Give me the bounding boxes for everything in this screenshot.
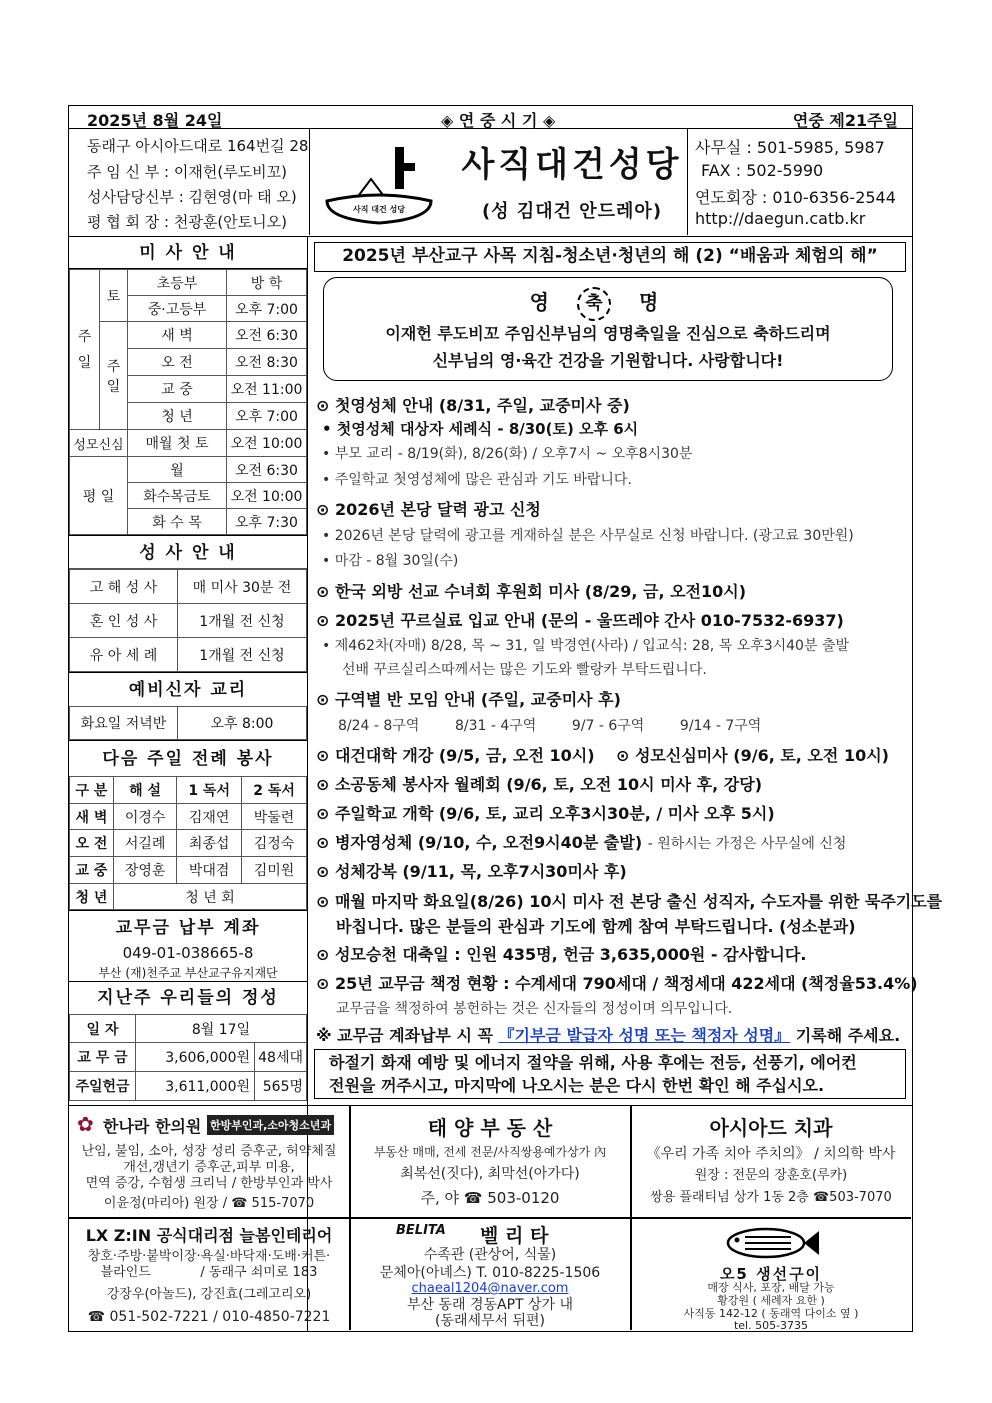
top-bar [68,105,913,129]
energy-line-2: 전원을 꺼주시고, 마지막에 나오시는 분은 다시 한번 확인 해 주십시오. [329,1076,825,1095]
logo-caption: 사직 대건 성당 [353,205,405,214]
box-title-1: 영 [529,290,577,314]
notice-sub: • 첫영성체 대상자 세례식 - 8/30(토) 오후 6시 [322,420,639,438]
fish-icon [721,1223,821,1267]
notice-sub: • 제462차(자매) 8/28, 목 ~ 31, 일 박경연(사라) / 입교식: 28, 목 오후3시40분 출발 [322,638,849,654]
ad-line: 블라인드 / 동래구 쇠미로 183 [100,1265,318,1280]
ad-fish-grill [631,1219,911,1331]
offer-cell: 일 자 [70,1015,136,1043]
notice-district-meeting: ⊙ 구역별 반 모임 안내 (주일, 교중미사 후) [316,690,621,709]
ad-line: 원장 : 전문의 장훈호(루카) [694,1168,848,1183]
ad-interior [69,1219,349,1331]
flower-icon: ✿ [77,1112,94,1136]
mass-time: 오전 6:30 [227,457,307,483]
ad-line: 사직동 142-12 ( 동래역 다이소 옆 ) [683,1307,859,1320]
offer-cell: 3,606,000원 [136,1043,255,1072]
pastor: 주 임 신 부 : 이재헌(루도비꼬) [87,163,287,181]
mass-cell: 중·고등부 [128,296,227,322]
notice-sub: • 마감 - 8월 30일(수) [322,553,459,569]
offer-cell: 3,611,000원 [136,1072,255,1101]
cate-cell: 오후 8:00 [178,707,307,740]
serve-head: 1 독서 [177,777,242,804]
ad-line: 매장 식사, 포장, 배달 가능 [707,1281,835,1294]
notice-sub: • 2026년 본당 달력에 광고를 게재하실 분은 사무실로 신청 바랍니다. (광고료 30만원) [322,528,854,544]
cate-cell: 화요일 저녁반 [70,707,178,740]
issue-date: 2025년 8월 24일 [87,111,223,130]
mass-time: 오전 10:00 [227,430,307,457]
ad-line: 쌍용 플래티넘 상가 1동 2층 ☎503-7070 [650,1190,892,1205]
assistant-priest: 성사담당신부 : 김현영(마 태 오) [87,188,297,206]
ad-line: 개선,갱년기 증후군,피부 미용, [123,1160,295,1175]
pastoral-headline: 2025년 부산교구 사목 지침-청소년·청년의 해 (2) “배움과 체험의 해” [314,242,906,272]
energy-line-1: 하절기 화재 예방 및 에너지 절약을 위해, 사용 후에는 전등, 선풍기, 에어컨 [329,1053,857,1072]
serve-title: 다음 주일 전례 봉사 [69,740,307,776]
ad-tag: 한방부인과,소아청소년과 [207,1115,334,1135]
patron-saint: (성 김대건 안드레아) [481,201,663,222]
ad-title: 태 양 부 동 산 [427,1116,553,1140]
serve-cell: 교 중 [70,857,114,884]
notice-sub: • 부모 교리 - 8/19(화), 8/26(화) / 오후7시 ~ 오후8시30분 [322,446,693,462]
notice-rosary: ⊙ 매월 마지막 화요일(8/26) 10시 미사 전 본당 출신 성직자, 수도자를 위한 묵주기도를 [316,892,943,911]
mass-cell: 초등부 [128,270,227,296]
mass-cell: 청 년 [128,403,227,430]
sunday-sub-label: 주 일 [100,322,128,430]
season: ◈ 연 중 시 기 ◈ [441,111,556,130]
ad-line: 황강원 ( 세례자 요한 ) [717,1294,825,1307]
mass-title: 미 사 안 내 [69,237,307,269]
church-address: 동래구 아시아드대로 164번길 28 [87,137,309,155]
mass-time: 오전 8:30 [227,349,307,376]
website-url[interactable]: http://daegun.catb.kr [695,209,866,228]
sacr-cell: 고 해 성 사 [70,570,178,604]
sacrament-table [69,569,307,672]
notice-daegun-college: ⊙ 대건대학 개강 (9/5, 금, 오전 10시) [316,746,595,765]
council-president: 평 협 회 장 : 천광훈(안토니오) [87,213,287,231]
fund-account: 049-01-038665-8 [122,944,254,962]
notice-calendar-ad: ⊙ 2026년 본당 달력 광고 신청 [316,500,541,519]
serve-cell: 이경수 [114,804,177,830]
serve-cell: 새 벽 [70,804,114,830]
mass-time: 오전 6:30 [227,322,307,349]
yeondo-phone: 연도회장 : 010-6356-2544 [695,188,896,207]
saturday-label: 토 [100,270,128,322]
ad-line: 난임, 불임, 소아, 성장 성리 증후군, 허약체질 [81,1144,337,1159]
ad-line: 문체아(아녜스) T. 010-8225-1506 [379,1265,601,1281]
mass-time: 오후 7:00 [227,296,307,322]
ad-title: 한나라 한의원 [103,1117,202,1136]
ad-line: tel. 505-3735 [733,1319,809,1332]
church-name: 사직대건성당 [461,145,683,185]
mass-cell: 화 수 목 [128,509,227,535]
sacrament-title: 성 사 안 내 [69,535,307,569]
catechism-title: 예비신자 교리 [69,672,307,706]
catechism-table [69,706,307,740]
notice-rosary-cont: 바칩니다. 많은 분들의 관심과 기도에 함께 참여 부탁드립니다. (성소분과) [336,917,856,936]
mass-cell: 화수목금토 [128,483,227,509]
notice-sub: 교무금을 책정하여 봉헌하는 것은 신자들의 정성이며 의무입니다. [336,1001,733,1017]
notice-mission-mass: ⊙ 한국 외방 선교 수녀회 후원회 미사 (8/29, 금, 오전10시) [316,582,747,601]
ad-line: 강장우(아놀드), 강진효(그레고리오) [106,1287,312,1302]
ad-line: 면역 증강, 수험생 크리닉 / 한방부인과 박사 [85,1176,333,1191]
sacr-cell: 1개월 전 신청 [178,638,307,672]
notice-benediction: ⊙ 성체강복 (9/11, 목, 오후7시30미사 후) [316,862,627,881]
serve-table [69,776,307,910]
fund-bank: 부산 (재)천주교 부산교구유지재단 [69,964,307,982]
notice-cursillo: ⊙ 2025년 꾸르실료 입교 안내 (문의 - 울뜨레야 간사 010-7532-6937) [316,611,844,630]
offer-cell: 8월 17일 [136,1015,307,1043]
greeting-line-1: 이재헌 루도비꼬 주임신부님의 영명축일을 진심으로 축하드리며 [385,324,831,343]
mass-time: 오후 7:30 [227,509,307,535]
notice-sick-communion: ⊙ 병자영성체 (9/10, 수, 오전9시40분 출발) - 원하시는 가정은 사무실에 신청 [316,833,847,852]
notice-sub: 선배 꾸르실리스따께서는 많은 기도와 빨랑카 부탁드립니다. [342,662,707,678]
ad-line: 부산 동래 경동APT 상가 내 [406,1297,574,1313]
ad-oriental-clinic [69,1106,349,1218]
sacr-cell: 1개월 전 신청 [178,604,307,638]
serve-head: 구 분 [70,777,114,804]
notice-community-meeting: ⊙ 소공동체 봉사자 월례회 (9/6, 토, 오전 10시 미사 후, 강당) [316,775,763,794]
ad-title: 오5 생선구이 [719,1265,823,1283]
ad-dental [631,1106,911,1218]
offer-cell: 565명 [255,1072,307,1101]
notice-mary-mass: ⊙ 성모신심미사 (9/6, 토, 오전 10시) [616,746,889,765]
serve-cell: 김미원 [242,857,307,884]
ad-email-link[interactable]: chaeal1204@naver.com [411,1281,569,1296]
sacr-cell: 유 아 세 례 [70,638,178,672]
notice-assumption: ⊙ 성모승천 대축일 : 인원 435명, 헌금 3,635,000원 - 감사합니다. [316,945,807,964]
fund-title: 교무금 납부 계좌 [69,910,307,944]
serve-head: 해 설 [114,777,177,804]
ad-title: 아시아드 치과 [709,1116,833,1140]
ad-title: LX Z:IN 공식대리점 늘봄인테리어 [85,1226,333,1245]
notice-sub: 8/24 - 8구역 8/31 - 4구역 9/7 - 6구역 9/14 - 7구역 [338,718,762,734]
notice-sub: • 주일학교 첫영성체에 많은 관심과 기도 바랍니다. [322,472,632,488]
ad-line: 창호·주방·붙박이장·욕실·바닥재·도배·커튼· [87,1249,331,1264]
offering-title: 지난주 우리들의 정성 [97,988,279,1008]
ad-line: 이윤정(마리아) 원장 / ☎ 515-7070 [103,1196,315,1211]
office-phone: 사무실 : 501-5985, 5987 [695,138,885,157]
serve-cell: 박대겸 [177,857,242,884]
ad-title: 벨 리 타 [480,1225,549,1247]
serve-cell: 장영훈 [114,857,177,884]
offer-cell: 교 무 금 [70,1043,136,1072]
mass-table [69,269,307,535]
feast-greeting-box [323,277,893,381]
liturgical-week: 연중 제21주일 [792,111,898,130]
serve-cell: 김정숙 [242,830,307,857]
serve-cell: 청 년 [70,884,114,910]
mass-time: 방 학 [227,270,307,296]
ad-line: ☎ 051-502-7221 / 010-4850-7221 [87,1309,331,1325]
church-header [68,129,913,237]
sacr-cell: 매 미사 30분 전 [178,570,307,604]
mary-label: 성모신심 [70,430,128,457]
sunday-label: 주 일 [70,270,100,430]
ad-line: 수족관 (관상어, 식물) [423,1247,557,1263]
ad-line: 주, 야 ☎ 503-0120 [420,1189,560,1207]
mass-time: 오전 11:00 [227,376,307,403]
news-column [308,237,943,1105]
serve-cell: 오 전 [70,830,114,857]
ad-line: 《우리 가족 치아 주치의》 / 치의학 박사 [646,1146,896,1162]
offer-cell: 주일헌금 [70,1072,136,1101]
mass-cell: 매월 첫 토 [128,430,227,457]
ad-line: 최복선(짓다), 최막선(아가다) [400,1166,580,1182]
serve-cell: 서길례 [114,830,177,857]
celebrate-emblem: 축 [577,287,611,321]
serve-cell: 박둘련 [242,804,307,830]
ad-line: (동래세무서 뒤편) [434,1313,546,1329]
mass-cell: 새 벽 [128,322,227,349]
ad-line: 부동산 매매, 전세 전문/사직쌍용예가상가 內 [373,1145,607,1159]
energy-notice-box [314,1049,906,1099]
ad-aquarium [350,1219,630,1331]
mass-cell: 월 [128,457,227,483]
fax: FAX : 502-5990 [701,161,824,180]
serve-cell: 김재연 [177,804,242,830]
mass-cell: 교 중 [128,376,227,403]
box-title-2: 명 [639,290,687,314]
serve-cell: 최종섭 [177,830,242,857]
notice-tithe-transfer: ※ 교무금 계좌납부 시 꼭 『기부금 발급자 성명 또는 책정자 성명』 기록해 주세요. [316,1026,901,1045]
notice-sunday-school: ⊙ 주일학교 개학 (9/6, 토, 교리 오후3시30분, / 미사 오후 5시) [316,804,775,823]
ad-brand: BELITA [396,1223,446,1238]
serve-cell: 청 년 회 [114,884,307,910]
weekday-label: 평 일 [70,457,128,535]
offer-cell: 48세대 [255,1043,307,1072]
sacr-cell: 혼 인 성 사 [70,604,178,638]
greeting-line-2: 신부님의 영·육간 건강을 기원합니다. 사랑합니다! [432,351,784,370]
mass-time: 오후 7:00 [227,403,307,430]
offering-table [69,1014,307,1101]
church-logo [319,143,439,229]
mass-time: 오전 10:00 [227,483,307,509]
serve-head: 2 독서 [242,777,307,804]
notice-tithe-status: ⊙ 25년 교무금 책정 현황 : 수계세대 790세대 / 책정세대 422세대 (책정율53.4%) [316,974,918,993]
ad-real-estate [350,1106,630,1218]
notice-first-communion: ⊙ 첫영성체 안내 (8/31, 주일, 교중미사 중) [316,396,630,415]
ads-section [68,1105,913,1332]
mass-cell: 오 전 [128,349,227,376]
